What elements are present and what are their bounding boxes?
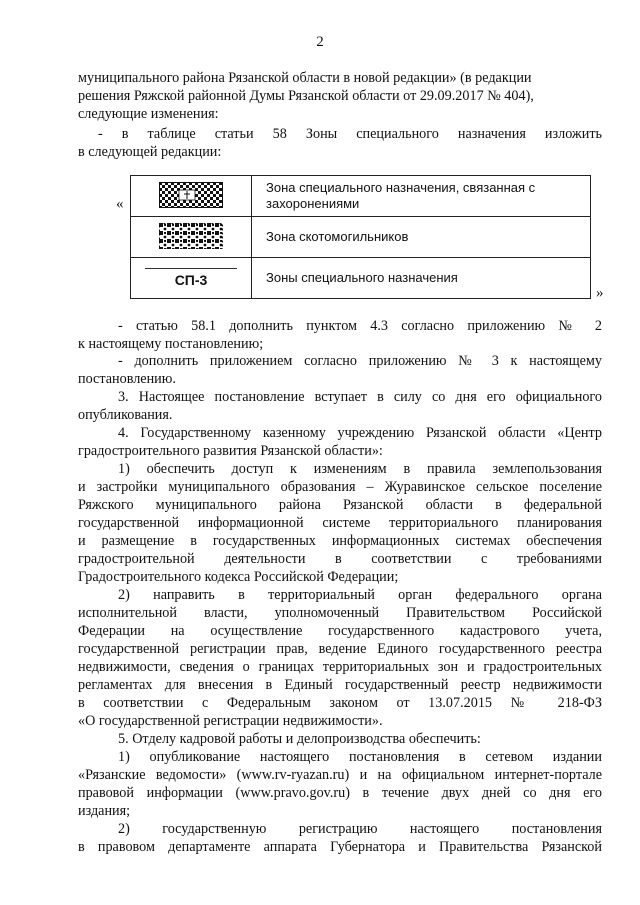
text-line: следующие изменения: (78, 106, 219, 122)
text-line: градостроительной деятельности в соответствии с требованиями (78, 551, 602, 567)
symbol-cell (131, 217, 252, 258)
text-line: исполнительной власти, уполномоченный Правительством Российской (78, 605, 602, 621)
text-line: регламентах для внесения в Единый государственный реестр недвижимости (78, 677, 602, 693)
text-line: правовой информации (www.pravo.gov.ru) в течение двух дней со дня его (78, 785, 602, 801)
text-line: 5. Отделу кадровой работы и делопроизводства обеспечить: (118, 731, 481, 747)
text-line: 1) обеспечить доступ к изменениям в правила землепользования (118, 461, 602, 477)
text-line: 4. Государственному казенному учреждению Рязанской области «Центр (118, 425, 602, 441)
text-line: Ряжского муниципального района Рязанской области в федеральной (78, 497, 602, 513)
close-quote: » (596, 285, 604, 301)
text-line: постановлению. (78, 371, 176, 387)
text-line: - дополнить приложением согласно приложению № 3 к настоящему (118, 353, 602, 369)
text-line: недвижимости, сведения о границах территориальных зон и градостроительных (78, 659, 602, 675)
text-line: «Рязанские ведомости» (www.rv-ryazan.ru) и на официальном интернет-портале (78, 767, 602, 783)
text-line: к настоящему постановлению; (78, 336, 264, 352)
text-line: муниципального района Рязанской области в новой редакции» (в редакции (78, 70, 532, 86)
text-line: в соответствии с Федеральным законом от 13.07.2015 № 218-ФЗ (78, 695, 602, 711)
text-line: - в таблице статьи 58 Зоны специального назначения изложить (98, 126, 602, 142)
table-row (131, 176, 591, 217)
symbol-cell (131, 258, 252, 299)
zone-label: Зоны специального назначения (252, 258, 591, 299)
text-line: 2) государственную регистрацию настоящего постановления (118, 821, 602, 837)
text-line: - статью 58.1 дополнить пунктом 4.3 согласно приложению № 2 (118, 318, 602, 334)
text-line: 3. Настоящее постановление вступает в силу со дня его официального (118, 389, 602, 405)
text-line: и размещение в государственных информационных системах обеспечения (78, 533, 602, 549)
text-line: государственной информационной системе территориального планирования (78, 515, 602, 531)
zone-label: Зона специального назначения, связанная с захоронениями (252, 176, 591, 217)
text-line: опубликования. (78, 407, 173, 423)
cemetery-hatch-icon (159, 182, 223, 208)
table-row (131, 217, 591, 258)
zone-code: СП-3 (145, 268, 237, 288)
text-line: Федерации на осуществление государственного кадастрового учета, (78, 623, 602, 639)
symbol-cell (131, 176, 252, 217)
cattle-burial-hatch-icon (159, 223, 223, 249)
text-line: 2) направить в территориальный орган федерального органа (118, 587, 602, 603)
zones-table (130, 175, 591, 299)
text-line: «О государственной регистрации недвижимости». (78, 713, 383, 729)
table-row (131, 258, 591, 299)
text-line: в правовом департаменте аппарата Губернатора и Правительства Рязанской (78, 839, 602, 855)
zone-label: Зона скотомогильников (252, 217, 591, 258)
text-line: государственной регистрации прав, ведение Единого государственного реестра (78, 641, 602, 657)
open-quote: « (116, 196, 124, 212)
text-line: в следующей редакции: (78, 144, 222, 160)
text-line: 1) опубликование настоящего постановления в сетевом издании (118, 749, 602, 765)
page-number: 2 (316, 34, 324, 50)
text-line: решения Ряжской районной Думы Рязанской области от 29.09.2017 № 404), (78, 88, 534, 104)
text-line: градостроительного развития Рязанской области»: (78, 443, 383, 459)
text-line: Градостроительного кодекса Российской Федерации; (78, 569, 399, 585)
text-line: и застройки муниципального образования – Журавинское сельское поселение (78, 479, 602, 495)
text-line: издания; (78, 803, 131, 819)
